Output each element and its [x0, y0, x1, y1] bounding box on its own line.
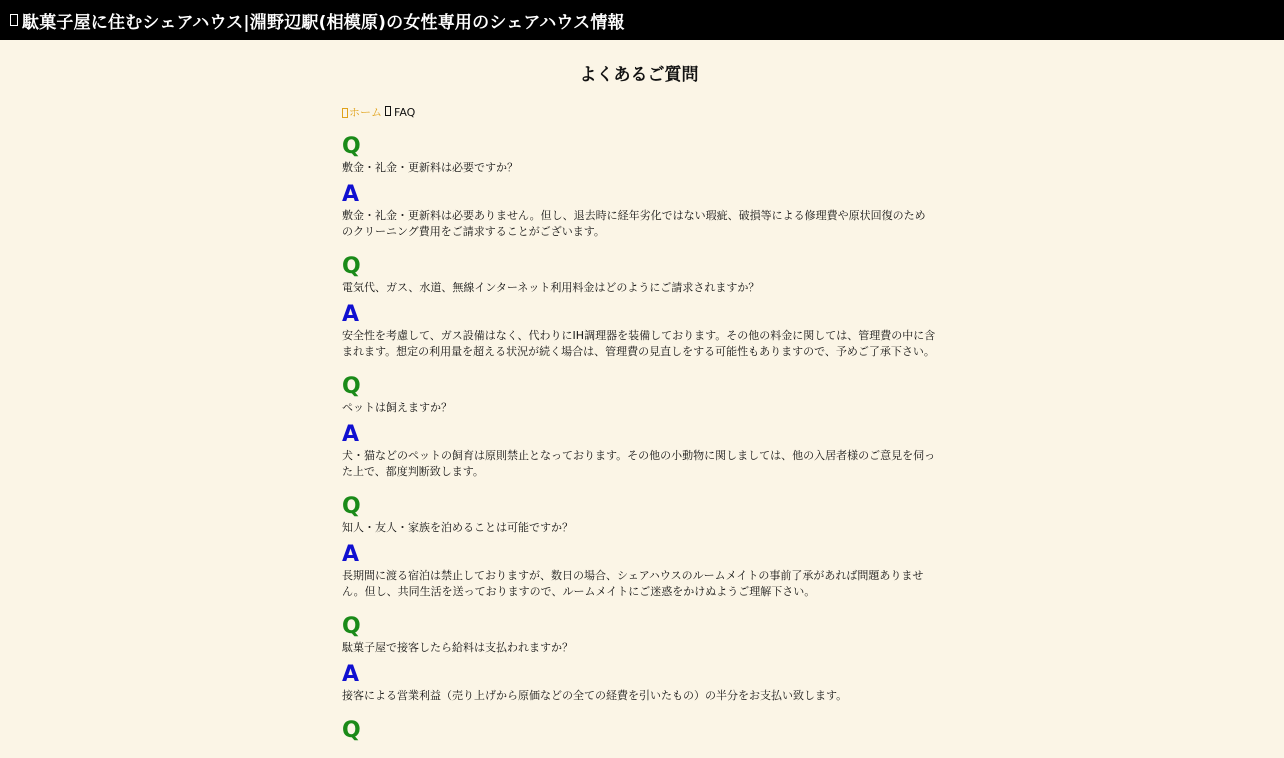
breadcrumb-current: FAQ: [394, 106, 416, 119]
faq-item: [342, 134, 936, 240]
question-text: 敷金・礼金・更新料は必要ですか？: [342, 161, 518, 174]
question-marker: Q: [342, 374, 361, 399]
faq-item: [342, 254, 936, 360]
answer-text: 長期間に渡る宿泊は禁止しておりますが、数日の場合、シェアハウスのルームメイトの事前了承があれば問題ありません。但し、共同生活を送っておりますので、ルームメイトにご迷惑をかけぬようご理解下さい。: [342, 569, 924, 598]
question-text: ペットは飼えますか？: [342, 401, 452, 414]
question-text: 知人・友人・家族を泊めることは可能ですか？: [342, 521, 573, 534]
faq-item: [342, 374, 936, 480]
faq-list: [342, 134, 936, 744]
site-header: [0, 0, 1284, 40]
question-text: 駄菓子屋で接客したら給料は支払われますか？: [342, 641, 573, 654]
faq-item: [342, 718, 936, 744]
answer-marker: A: [342, 662, 360, 687]
answer-marker: A: [342, 422, 360, 447]
question-marker: Q: [342, 494, 361, 519]
question-marker: Q: [342, 254, 361, 279]
site-title-link[interactable]: 駄菓子屋に住むシェアハウス|淵野辺駅(相模原)の女性専用のシェアハウス情報: [22, 12, 625, 33]
answer-marker: A: [342, 302, 360, 327]
answer-text: 犬・猫などのペットの飼育は原則禁止となっております。その他の小動物に関しましては、他の入居者様のご意見を伺った上で、都度判断致します。: [342, 449, 936, 478]
faq-item: [342, 494, 936, 600]
page-title: よくあるご質問: [579, 65, 699, 85]
question-text: 電気代、ガス、水道、無線インターネット利用料金はどのようにご請求されますか？: [342, 281, 760, 294]
breadcrumb-separator-icon: [385, 106, 392, 120]
home-icon[interactable]: [10, 12, 22, 28]
question-marker: Q: [342, 614, 361, 639]
question-marker: Q: [342, 134, 361, 159]
answer-marker: A: [342, 182, 360, 207]
answer-text: 安全性を考慮して、ガス設備はなく、代わりにIH調理器を装備しております。その他の料金に関しては、管理費の中に含まれます。想定の利用量を超える状況が続く場合は、管理費の見直しをする可能性もありますので、予めご了承下さい。: [342, 329, 936, 358]
faq-item: [342, 614, 936, 704]
answer-marker: A: [342, 542, 360, 567]
answer-text: 敷金・礼金・更新料は必要ありません。但し、退去時に経年劣化ではない瑕疵、破損等による修理費や原状回復のためのクリーニング費用をご請求することがございます。: [342, 209, 926, 238]
breadcrumb-home-link[interactable]: ホーム: [349, 106, 382, 119]
breadcrumb: [342, 106, 936, 120]
main-content: [342, 40, 936, 758]
question-marker: Q: [342, 718, 361, 743]
answer-text: 接客による営業利益（売り上げから原価などの全ての経費を引いたもの）の半分をお支払い致します。: [342, 689, 848, 702]
home-small-icon: [342, 108, 349, 118]
